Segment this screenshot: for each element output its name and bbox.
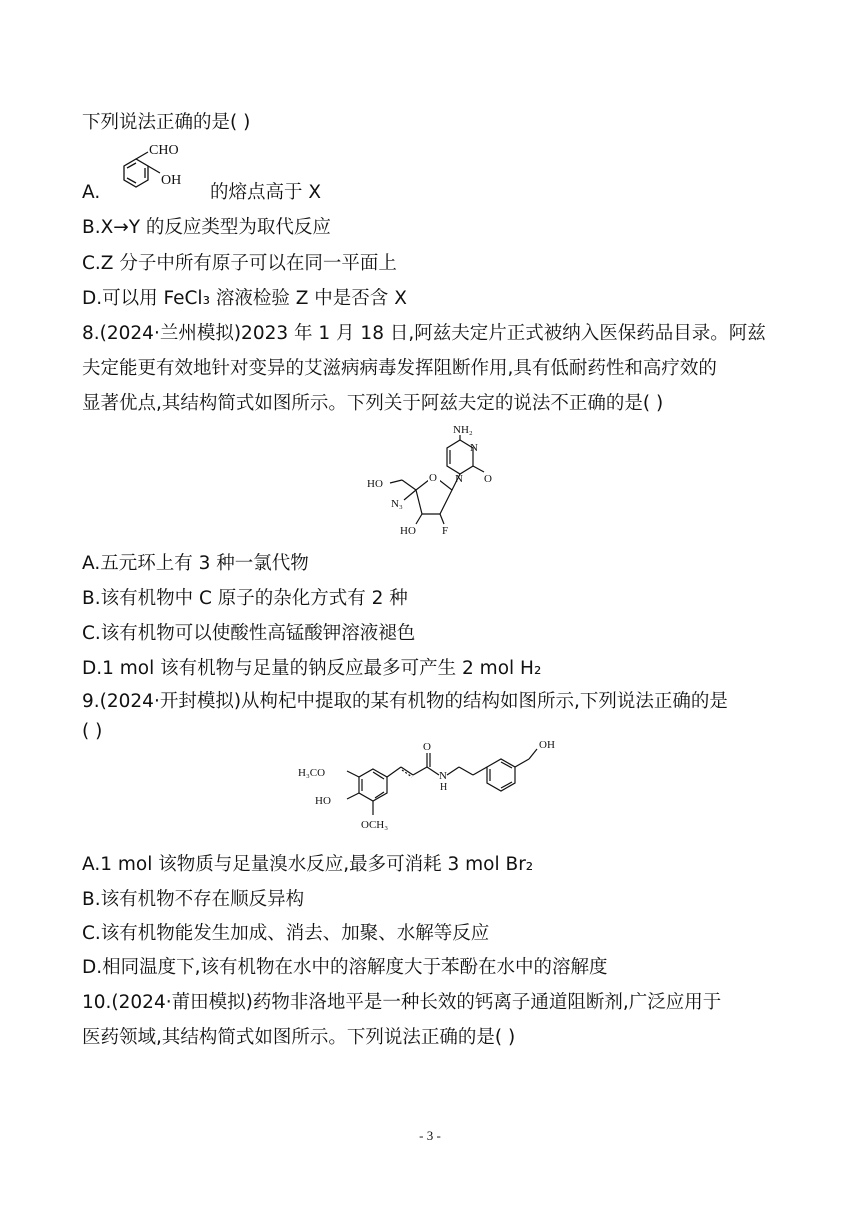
azvudine-structure: [360, 418, 520, 542]
q8-stem-line-2: 夫定能更有效地针对变异的艾滋病病毒发挥阻断作用,具有低耐药性和高疗效的: [82, 358, 717, 379]
amide-o-label: O: [423, 741, 431, 753]
lycium-compound-structure: [295, 735, 575, 845]
pyrimidine-n-top: N: [470, 442, 478, 454]
q9-option-c: C.该有机物能发生加成、消去、加聚、水解等反应: [82, 923, 490, 944]
h3co-label: H₃CO: [298, 767, 326, 779]
q9-stem-line-2: ( ): [82, 721, 103, 742]
cho-label: CHO: [149, 143, 179, 158]
och3-label: OCH₃: [361, 819, 389, 831]
phenol-oh-label: OH: [539, 739, 555, 751]
oh-label: OH: [161, 173, 182, 188]
ho-bottom-label: HO: [400, 525, 416, 537]
ho-label: HO: [315, 795, 331, 807]
carbonyl-o: O: [484, 473, 492, 485]
salicylaldehyde-structure: [104, 138, 200, 206]
q8-option-d: D.1 mol 该有机物与足量的钠反应最多可产生 2 mol H₂: [82, 658, 542, 679]
ring-o-label: O: [429, 472, 437, 484]
ho-left-label: HO: [367, 478, 383, 490]
amide-h-label: H: [440, 782, 448, 793]
q8-option-c: C.该有机物可以使酸性高锰酸钾溶液褪色: [82, 623, 416, 644]
amide-n-label: N: [439, 770, 447, 782]
f-label: F: [442, 525, 449, 537]
q8-stem-line-1: 8.(2024·兰州模拟)2023 年 1 月 18 日,阿兹夫定片正式被纳入医保药品目录。阿兹: [82, 323, 766, 344]
q9-option-a: A.1 mol 该物质与足量溴水反应,最多可消耗 3 mol Br₂: [82, 854, 534, 875]
pyrimidine-n-ring: N: [455, 473, 463, 485]
q9-option-d: D.相同温度下,该有机物在水中的溶解度大于苯酚在水中的溶解度: [82, 957, 608, 978]
q10-stem-line-2: 医药领域,其结构简式如图所示。下列说法正确的是( ): [82, 1027, 516, 1048]
q10-stem-line-1: 10.(2024·莆田模拟)药物非洛地平是一种长效的钙离子通道阻断剂,广泛应用于: [82, 992, 722, 1013]
page-number: - 3 -: [419, 1128, 441, 1143]
q7-option-d: D.可以用 FeCl₃ 溶液检验 Z 中是否含 X: [82, 288, 407, 309]
q9-option-b: B.该有机物不存在顺反异构: [82, 889, 305, 910]
q7-option-a-text: 的熔点高于 X: [210, 182, 322, 203]
n3-label: N₃: [391, 498, 403, 510]
q7-option-c: C.Z 分子中所有原子可以在同一平面上: [82, 253, 397, 274]
q8-option-b: B.该有机物中 C 原子的杂化方式有 2 种: [82, 588, 408, 609]
q7-option-a-prefix: A.: [82, 182, 101, 203]
q8-stem-line-3: 显著优点,其结构简式如图所示。下列关于阿兹夫定的说法不正确的是( ): [82, 393, 664, 414]
q9-stem-line-1: 9.(2024·开封模拟)从枸杞中提取的某有机物的结构如图所示,下列说法正确的是: [82, 691, 728, 712]
nh2-label: NH₂: [453, 424, 473, 436]
q7-stem: 下列说法正确的是( ): [82, 112, 251, 133]
q8-option-a: A.五元环上有 3 种一氯代物: [82, 553, 309, 574]
q7-option-b: B.X→Y 的反应类型为取代反应: [82, 217, 331, 238]
